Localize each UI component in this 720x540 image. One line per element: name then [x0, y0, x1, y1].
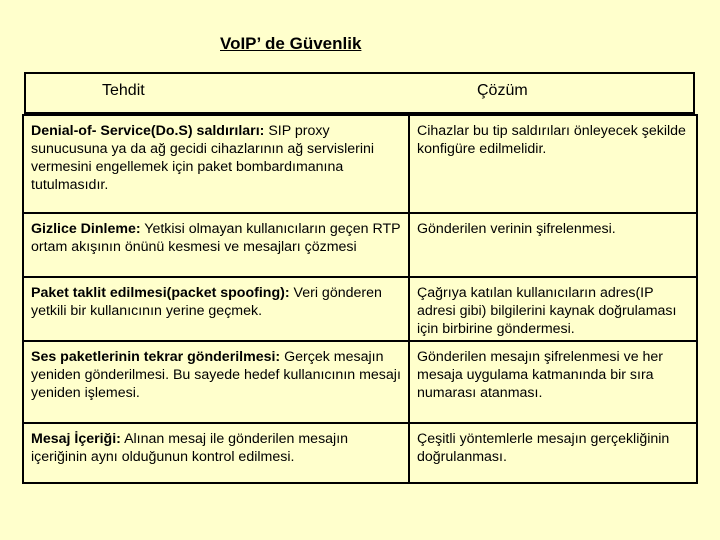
threat-title: Ses paketlerinin tekrar gönderilmesi:	[31, 349, 281, 365]
threat-description: Veri gönderen yetkili bir kullanıcının yerine geçmek.	[31, 285, 382, 319]
solution-cell: Cihazlar bu tip saldırıları önleyecek şekilde konfigüre edilmelidir.	[409, 115, 697, 213]
threat-description: Alınan mesaj ile gönderilen mesajın içeriğinin aynı olduğunun kontrol edilmesi.	[31, 431, 349, 465]
header-solution: Çözüm	[477, 82, 528, 99]
table-row	[23, 341, 697, 423]
solution-cell: Çeşitli yöntemlerle mesajın gerçekliğinin doğrulanması.	[409, 423, 697, 483]
threat-title: Mesaj İçeriği:	[31, 431, 121, 447]
threat-title: Paket taklit edilmesi(packet spoofing):	[31, 285, 290, 301]
solution-cell: Gönderilen verinin şifrelenmesi.	[409, 213, 697, 277]
page-title: VoIP’ de Güvenlik	[220, 34, 362, 53]
threat-cell	[23, 213, 409, 277]
threat-solution-table	[22, 114, 698, 484]
threat-cell	[23, 341, 409, 423]
threat-cell	[23, 423, 409, 483]
threat-cell	[23, 277, 409, 341]
table-row	[23, 115, 697, 213]
threat-description: Yetkisi olmayan kullanıcıların geçen RTP ortam akışının önünü kesmesi ve mesajları çözmesi	[31, 221, 401, 255]
table-row	[23, 423, 697, 483]
threat-description: SIP proxy sunucusuna ya da ağ gecidi cihazlarının ağ servislerini vermesini engellemek için paket bombardımanına tutulmasıdır.	[31, 123, 375, 193]
solution-cell: Gönderilen mesajın şifrelenmesi ve her mesaja uygulama katmanında bir sıra numarası atanması.	[409, 341, 697, 423]
table-row	[23, 213, 697, 277]
threat-description: Gerçek mesajın yeniden gönderilmesi. Bu sayede hedef kullanıcının mesajı yeniden işlemesi.	[31, 349, 401, 401]
threat-title: Gizlice Dinleme:	[31, 221, 141, 237]
solution-cell: Çağrıya katılan kullanıcıların adres(IP adresi gibi) bilgilerini kaynak doğrulaması için birbirine göndermesi.	[409, 277, 697, 341]
threat-cell	[23, 115, 409, 213]
threat-title: Denial-of- Service(Do.S) saldırıları:	[31, 123, 265, 139]
table-row	[23, 277, 697, 341]
header-threat: Tehdit	[102, 82, 145, 99]
